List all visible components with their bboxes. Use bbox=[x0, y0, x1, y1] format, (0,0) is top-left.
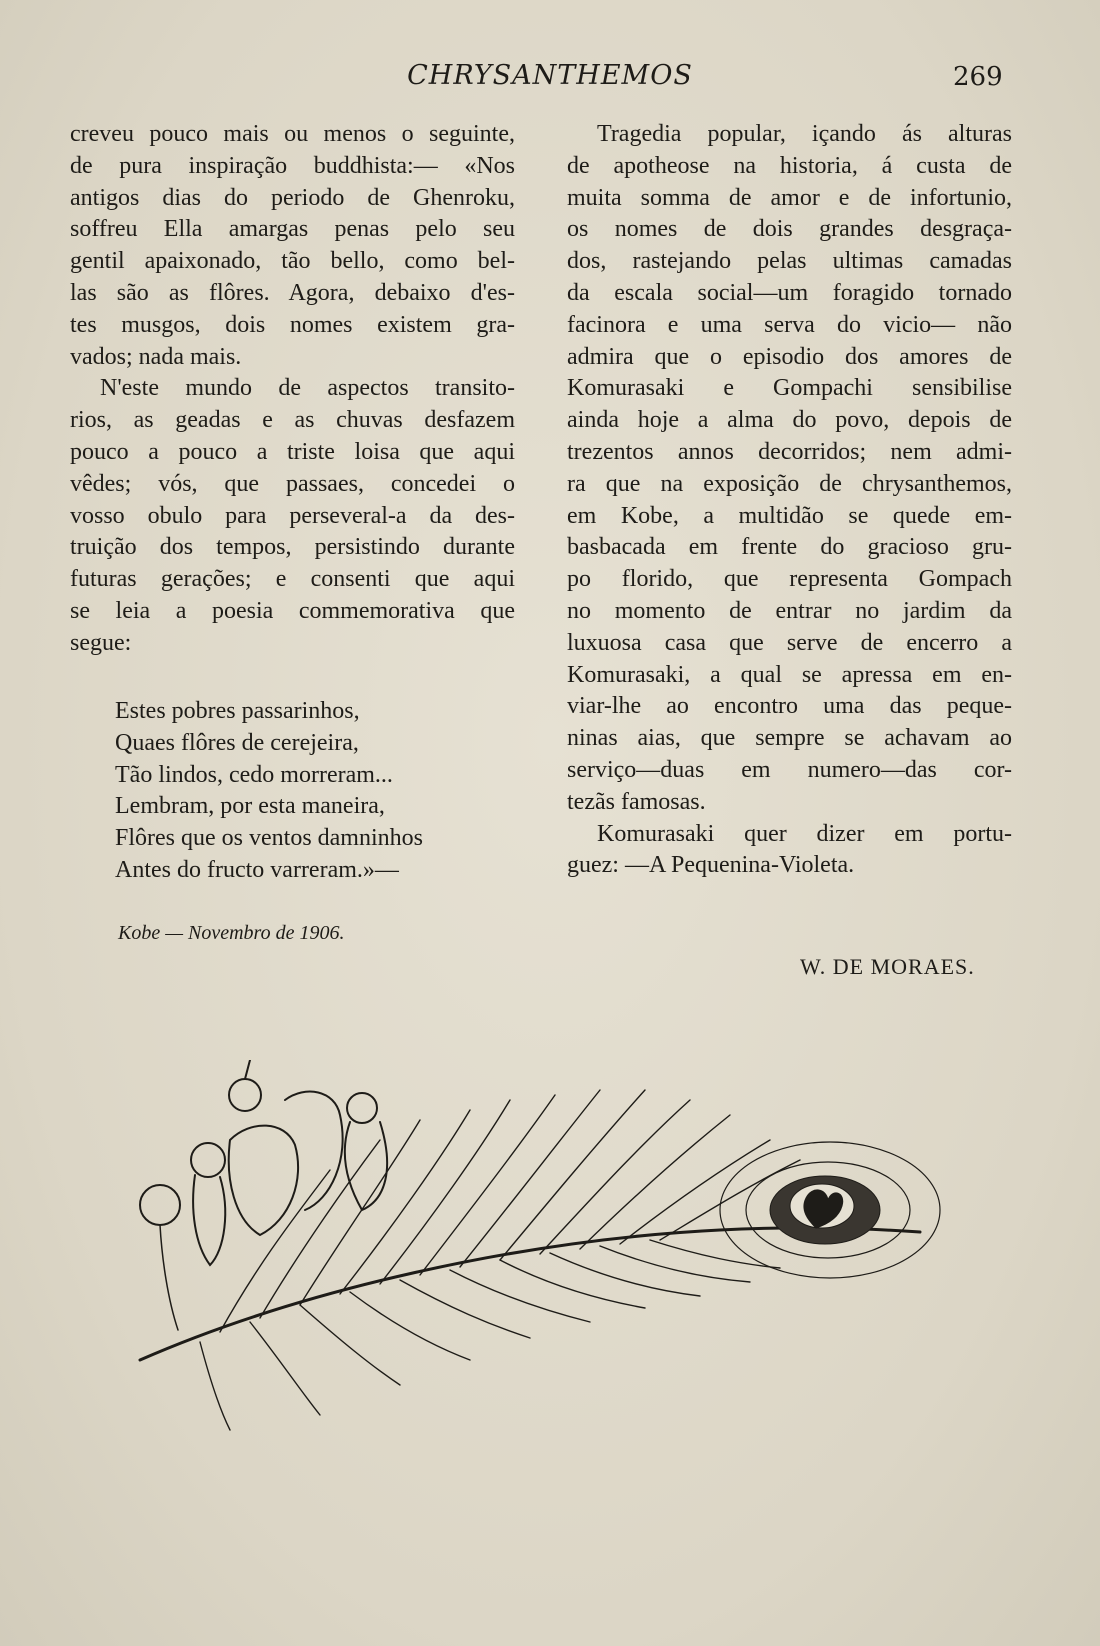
text-line: ra que na exposição de chrysanthemos, bbox=[567, 470, 1012, 497]
text-line: vosso obulo para perseveral-a da des- bbox=[70, 502, 515, 529]
text-line: tes musgos, dois nomes existem gra- bbox=[70, 311, 515, 338]
text-line: admira que o episodio dos amores de bbox=[567, 343, 1012, 370]
text-line: viar-lhe ao encontro uma das peque- bbox=[567, 693, 1012, 720]
text-line: dos, rastejando pelas ultimas camadas bbox=[567, 248, 1012, 275]
poem bbox=[115, 696, 423, 887]
text-line: vêdes; vós, que passaes, concedei o bbox=[70, 470, 515, 497]
text-line: muita somma de amor e de infortunio, bbox=[567, 184, 1012, 211]
poem-line: Antes do fructo varreram.»— bbox=[115, 856, 399, 883]
text-line: luxuosa casa que serve de encerro a bbox=[567, 629, 1012, 656]
text-line: Komurasaki, a qual se apressa em en- bbox=[567, 661, 1012, 688]
text-line: facinora e uma serva do vicio— não bbox=[567, 311, 1012, 338]
text-line: de apotheose na historia, á custa de bbox=[567, 152, 1012, 179]
poem-line: Estes pobres passarinhos, bbox=[115, 698, 360, 724]
text-line: po florido, que representa Gompach bbox=[567, 566, 1012, 593]
text-line: Tragedia popular, içando ás alturas bbox=[597, 121, 1012, 147]
page-number: 269 bbox=[953, 62, 1003, 92]
text-line: guez: —A Pequenina-Violeta. bbox=[567, 852, 855, 879]
text-line: Komurasaki e Gompachi sensibilise bbox=[567, 375, 1012, 402]
text-line: ninas aias, que sempre se achavam ao bbox=[567, 725, 1012, 752]
text-line: da escala social—um foragido tornado bbox=[567, 279, 1012, 306]
left-column bbox=[70, 119, 515, 660]
text-line: rios, as geadas e as chuvas desfazem bbox=[70, 407, 515, 434]
dateline: Kobe — Novembro de 1906. bbox=[118, 922, 345, 944]
text-line: de pura inspiração buddhista:— «Nos bbox=[70, 152, 515, 179]
poem-line: Lembram, por esta maneira, bbox=[115, 793, 385, 820]
text-line: truição dos tempos, persistindo durante bbox=[70, 534, 515, 561]
running-title: CHRYSANTHEMOS bbox=[407, 60, 693, 91]
text-line: se leia a poesia commemorativa que bbox=[70, 597, 515, 624]
text-line: basbacada em frente do gracioso gru- bbox=[567, 534, 1012, 561]
poem-line: Quaes flôres de cerejeira, bbox=[115, 729, 359, 756]
text-line: antigos dias do periodo de Ghenroku, bbox=[70, 184, 515, 211]
text-line: trezentos annos decorridos; nem admi- bbox=[567, 438, 1012, 465]
right-column bbox=[567, 119, 1012, 882]
text-line: ainda hoje a alma do povo, depois de bbox=[567, 407, 1012, 434]
text-line: gentil apaixonado, tão bello, como bel- bbox=[70, 248, 515, 275]
text-line: N'este mundo de aspectos transito- bbox=[100, 375, 515, 402]
text-line: creveu pouco mais ou menos o seguinte, bbox=[70, 121, 515, 147]
peacock-feather-illustration bbox=[100, 1060, 1020, 1440]
text-line: soffreu Ella amargas penas pelo seu bbox=[70, 216, 515, 243]
text-line: las são as flôres. Agora, debaixo d'es- bbox=[70, 279, 515, 306]
text-line: no momento de entrar no jardim da bbox=[567, 597, 1012, 624]
text-line: tezãs famosas. bbox=[567, 788, 706, 815]
text-line: os nomes de dois grandes desgraça- bbox=[567, 216, 1012, 243]
poem-line: Tão lindos, cedo morreram... bbox=[115, 761, 393, 788]
signature: W. DE MORAES. bbox=[800, 954, 975, 979]
text-line: serviço—duas em numero—das cor- bbox=[567, 756, 1012, 783]
text-line: vados; nada mais. bbox=[70, 343, 242, 370]
poem-line: Flôres que os ventos damninhos bbox=[115, 825, 423, 852]
text-line: futuras gerações; e consenti que aqui bbox=[70, 566, 515, 593]
text-line: Komurasaki quer dizer em portu- bbox=[597, 820, 1012, 847]
text-line: segue: bbox=[70, 629, 132, 656]
text-line: pouco a pouco a triste loisa que aqui bbox=[70, 438, 515, 465]
text-line: em Kobe, a multidão se quede em- bbox=[567, 502, 1012, 529]
